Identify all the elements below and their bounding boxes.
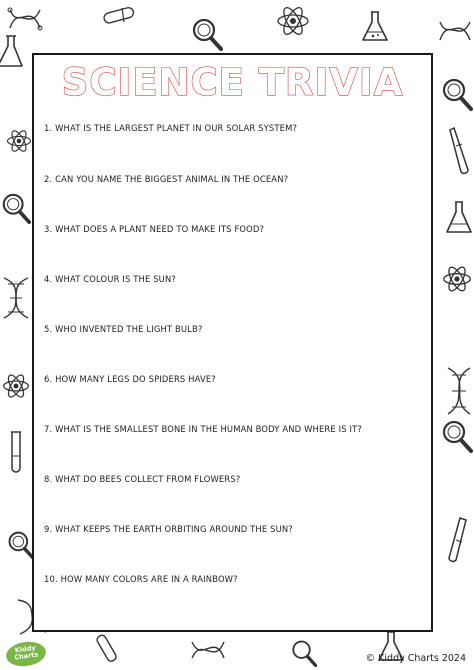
magnifier-icon (440, 76, 474, 112)
question-10: 10. HOW MANY COLORS ARE IN A RAINBOW? (44, 574, 238, 584)
copyright-text: © Kiddy Charts 2024 (365, 653, 466, 664)
magnifier-icon (0, 190, 32, 226)
trivia-panel (32, 53, 433, 632)
test-tube-icon (446, 126, 470, 176)
question-7: 7. WHAT IS THE SMALLEST BONE IN THE HUMAN BODY AND WHERE IS IT? (44, 424, 363, 434)
logo-text: Kiddy Charts (13, 643, 39, 662)
page-title: SCIENCE TRIVIA (61, 61, 404, 104)
question-6: 6. HOW MANY LEGS DO SPIDERS HAVE? (44, 374, 216, 384)
magnifier-icon (190, 16, 224, 52)
flask-icon (360, 10, 390, 44)
question-1: 1. WHAT IS THE LARGEST PLANET IN OUR SOLAR SYSTEM? (44, 123, 298, 133)
atom-icon (2, 372, 30, 400)
test-tube-icon (8, 430, 24, 476)
atom-icon (6, 128, 32, 154)
dna-icon (444, 366, 474, 416)
dna-icon (0, 276, 32, 320)
question-9: 9. WHAT KEEPS THE EARTH ORBITING AROUND THE SUN? (44, 524, 293, 534)
test-tube-icon (100, 4, 140, 28)
footer (0, 641, 474, 670)
question-3: 3. WHAT DOES A PLANT NEED TO MAKE ITS FOOD? (44, 224, 265, 234)
atom-icon (442, 264, 472, 294)
flask-icon (444, 200, 474, 236)
atom-icon (276, 4, 310, 38)
dna-icon (438, 18, 472, 46)
dna-icon (8, 6, 42, 34)
test-tube-icon (446, 516, 470, 566)
magnifier-icon (440, 418, 474, 454)
question-2: 2. CAN YOU NAME THE BIGGEST ANIMAL IN THE OCEAN? (44, 174, 289, 184)
question-8: 8. WHAT DO BEES COLLECT FROM FLOWERS? (44, 474, 241, 484)
question-4: 4. WHAT COLOUR IS THE SUN? (44, 274, 176, 284)
flask-icon (0, 34, 24, 70)
question-5: 5. WHO INVENTED THE LIGHT BULB? (44, 324, 203, 334)
kiddy-charts-logo (5, 639, 48, 668)
